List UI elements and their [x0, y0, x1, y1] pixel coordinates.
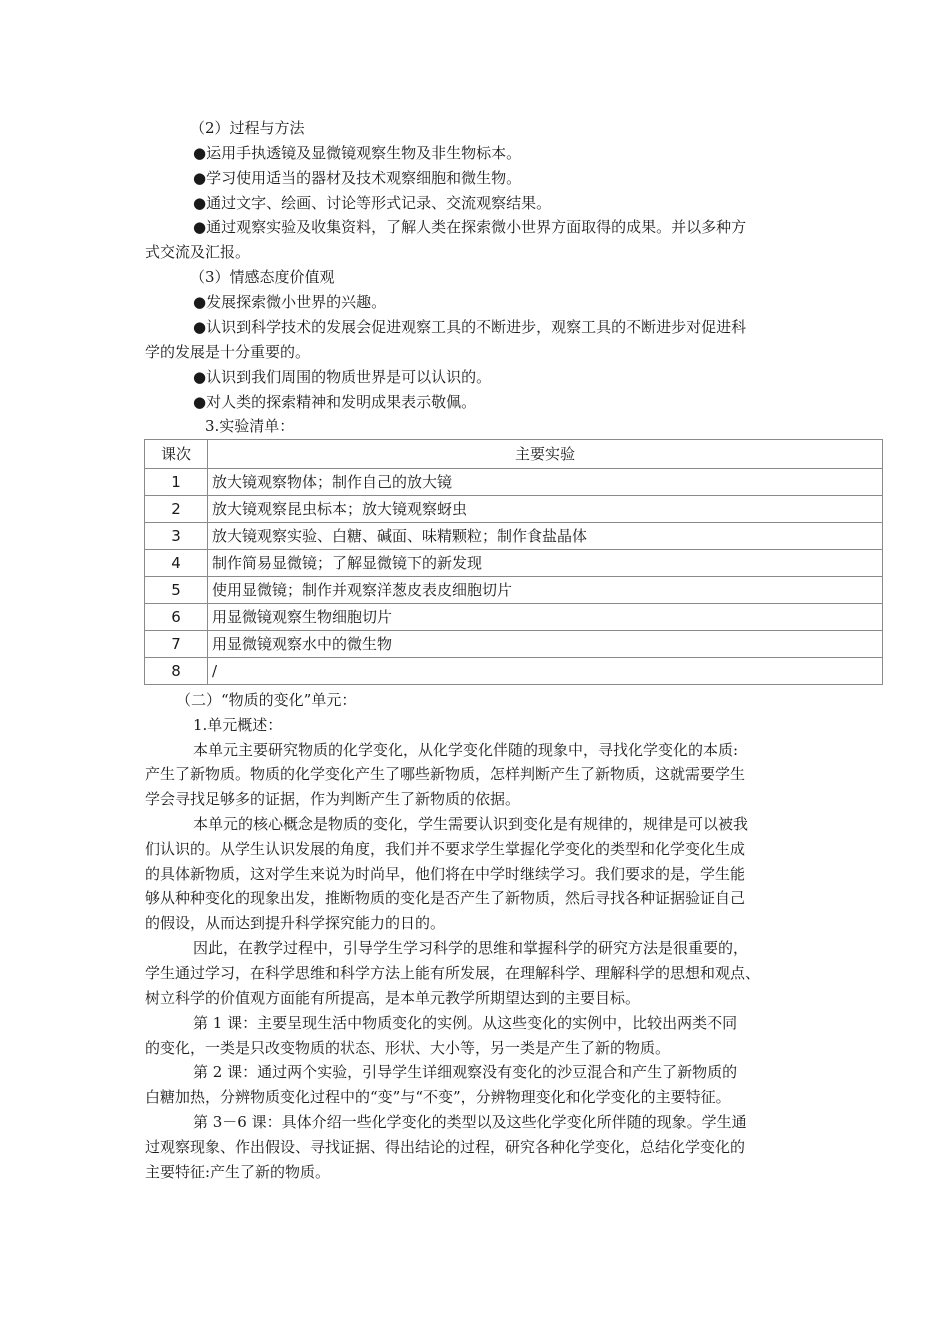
lesson-number: 3	[145, 523, 208, 550]
paragraph-line: 第 1 课：主要呈现生活中物质变化的实例。从这些变化的实例中，比较出两类不同	[193, 1014, 738, 1032]
section-heading-attitude: （3）情感态度价值观	[190, 268, 335, 286]
experiment-content: 放大镜观察昆虫标本；放大镜观察蚜虫	[208, 496, 883, 523]
experiment-content: 放大镜观察物体；制作自己的放大镜	[208, 469, 883, 496]
table-row	[145, 496, 883, 523]
experiment-content: /	[208, 658, 883, 685]
table-row	[145, 631, 883, 658]
table-row	[145, 550, 883, 577]
header-experiment: 主要实验	[208, 440, 883, 469]
bullet-item: ●通过观察实验及收集资料，了解人类在探索微小世界方面取得的成果。并以多种方	[193, 218, 747, 236]
table-header-row	[145, 440, 883, 469]
paragraph-line: 第 2 课：通过两个实验，引导学生详细观察没有变化的沙豆混合和产生了新物质的	[193, 1063, 738, 1081]
experiment-content: 用显微镜观察生物细胞切片	[208, 604, 883, 631]
paragraph-line: 们认识的。从学生认识发展的角度，我们并不要求学生掌握化学变化的类型和化学变化生成	[145, 840, 746, 858]
experiment-content: 使用显微镜；制作并观察洋葱皮表皮细胞切片	[208, 577, 883, 604]
lesson-number: 5	[145, 577, 208, 604]
unit-heading: （二）“物质的变化”单元：	[176, 691, 357, 709]
paragraph-line: 白糖加热，分辨物质变化过程中的“变”与“不变”，分辨物理变化和化学变化的主要特征。	[145, 1088, 731, 1106]
paragraph-line: 本单元主要研究物质的化学变化，从化学变化伴随的现象中，寻找化学变化的本质:	[193, 741, 739, 759]
bullet-item: ●认识到科学技术的发展会促进观察工具的不断进步，观察工具的不断进步对促进科	[193, 318, 747, 336]
paragraph-line: 本单元的核心概念是物质的变化，学生需要认识到变化是有规律的，规律是可以被我	[193, 815, 749, 833]
experiment-list-title: 3.实验清单：	[205, 417, 295, 435]
section-heading-process: （2）过程与方法	[190, 119, 305, 137]
paragraph-line: 第 3－6 课：具体介绍一些化学变化的类型以及这些化学变化所伴随的现象。学生通	[193, 1113, 747, 1131]
paragraph-line: 学生通过学习，在科学思维和科学方法上能有所发展，在理解科学、理解科学的思想和观点、	[145, 964, 761, 982]
bullet-continuation: 式交流及汇报。	[145, 243, 251, 261]
lesson-number: 2	[145, 496, 208, 523]
paragraph-line: 的变化，一类是只改变物质的状态、形状、大小等，另一类是产生了新的物质。	[145, 1039, 671, 1057]
lesson-number: 7	[145, 631, 208, 658]
bullet-item: ●发展探索微小世界的兴趣。	[193, 293, 387, 311]
lesson-number: 4	[145, 550, 208, 577]
lesson-number: 6	[145, 604, 208, 631]
experiment-content: 用显微镜观察水中的微生物	[208, 631, 883, 658]
bullet-item: ●认识到我们周围的物质世界是可以认识的。	[193, 368, 492, 386]
experiment-table	[144, 439, 883, 685]
table-row	[145, 577, 883, 604]
lesson-number: 8	[145, 658, 208, 685]
paragraph-line: 过观察现象、作出假设、寻找证据、得出结论的过程，研究各种化学变化，总结化学变化的	[145, 1138, 746, 1156]
overview-title: 1.单元概述：	[193, 716, 283, 734]
table-row	[145, 469, 883, 496]
paragraph-line: 的具体新物质，这对学生来说为时尚早，他们将在中学时继续学习。我们要求的是，学生能	[145, 865, 746, 883]
paragraph-line: 的假设，从而达到提升科学探究能力的日的。	[145, 914, 446, 932]
table-row	[145, 523, 883, 550]
bullet-item: ●对人类的探索精神和发明成果表示敬佩。	[193, 393, 477, 411]
lesson-number: 1	[145, 469, 208, 496]
bullet-item: ●通过文字、绘画、讨论等形式记录、交流观察结果。	[193, 194, 552, 212]
bullet-item: ●学习使用适当的器材及技术观察细胞和微生物。	[193, 169, 522, 187]
bullet-continuation: 学的发展是十分重要的。	[145, 343, 311, 361]
paragraph-line: 学会寻找足够多的证据，作为判断产生了新物质的依据。	[145, 790, 521, 808]
experiment-content: 制作简易显微镜；了解显微镜下的新发现	[208, 550, 883, 577]
paragraph-line: 因此，在教学过程中，引导学生学习科学的思维和掌握科学的研究方法是很重要的，	[193, 939, 749, 957]
paragraph-line: 产生了新物质。物质的化学变化产生了哪些新物质，怎样判断产生了新物质，这就需要学生	[145, 765, 746, 783]
paragraph-line: 主要特征:产生了新的物质。	[145, 1163, 331, 1181]
header-lesson: 课次	[145, 440, 208, 469]
paragraph-line: 树立科学的价值观方面能有所提高，是本单元教学所期望达到的主要目标。	[145, 989, 641, 1007]
table-row	[145, 604, 883, 631]
bullet-item: ●运用手执透镜及显微镜观察生物及非生物标本。	[193, 144, 522, 162]
table-row	[145, 658, 883, 685]
experiment-content: 放大镜观察实验、白糖、碱面、味精颗粒；制作食盐晶体	[208, 523, 883, 550]
paragraph-line: 够从种种变化的现象出发，推断物质的变化是否产生了新物质，然后寻找各种证据验证自己	[145, 889, 746, 907]
